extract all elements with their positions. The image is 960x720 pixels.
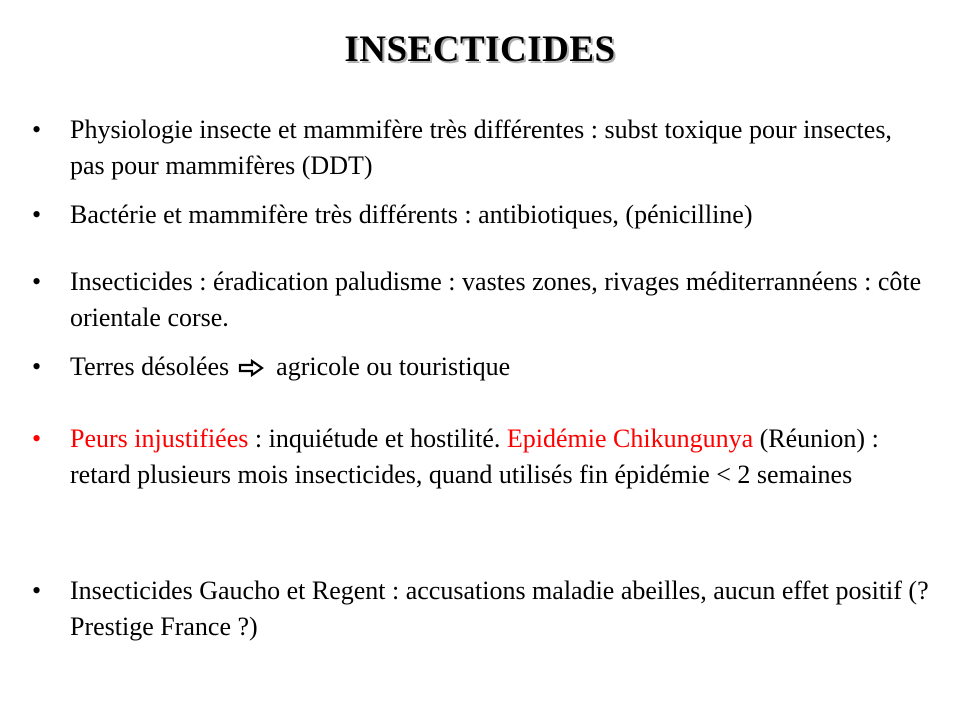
slide-title: INSECTICIDES xyxy=(344,29,616,70)
bullet-item xyxy=(32,421,932,493)
bullet-text-before: Terres désolées xyxy=(70,352,230,381)
bullet-item xyxy=(32,573,932,645)
body-text: (Réunion) : retard plusieurs mois insecticides, quand utilisés fin épidémie < 2 semaines xyxy=(70,424,879,489)
bullet-text xyxy=(70,421,932,493)
bullet-marker: • xyxy=(32,200,42,229)
bullet-marker: • xyxy=(32,115,42,144)
bullet-item xyxy=(32,349,932,387)
bullet-marker: • xyxy=(32,352,42,381)
bullet-text xyxy=(70,349,932,387)
bullet-item xyxy=(32,264,932,336)
bullet-text: Bactérie et mammifère très différents : antibiotiques, (pénicilline) xyxy=(70,200,753,229)
bullet-text: Physiologie insecte et mammifère très différentes : subst toxique pour insectes, pas pour mammifères (DDT) xyxy=(70,115,892,180)
highlight-text: Peurs injustifiées xyxy=(70,424,249,453)
body-text: : inquiétude et hostilité. xyxy=(248,424,507,453)
bullet-text-after: agricole ou touristique xyxy=(276,352,511,381)
arrow-right-icon xyxy=(238,351,264,387)
bullet-item xyxy=(32,197,932,233)
bullet-marker: • xyxy=(32,424,42,453)
bullet-text: Insecticides : éradication paludisme : vastes zones, rivages méditerrannéens : côte orientale corse. xyxy=(70,267,922,332)
bullet-marker: • xyxy=(32,576,42,605)
bullet-marker: • xyxy=(32,267,42,296)
bullet-text: Insecticides Gaucho et Regent : accusations maladie abeilles, aucun effet positif (? Prestige France ?) xyxy=(70,576,929,641)
highlight-text: Epidémie Chikungunya xyxy=(506,424,754,453)
bullet-item xyxy=(32,112,932,184)
